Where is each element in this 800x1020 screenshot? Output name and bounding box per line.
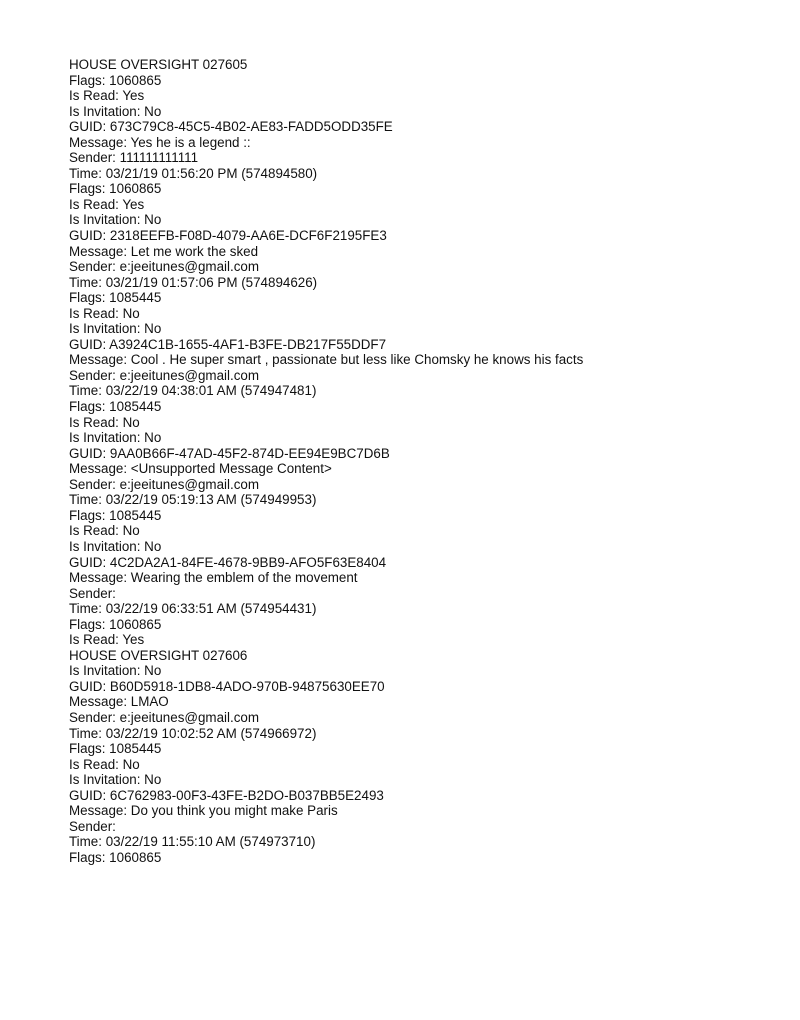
text-line: Is Read: No [69,305,140,321]
text-line: Sender: e:jeeitunes@gmail.com [69,476,259,492]
text-line: Flags: 1085445 [69,399,162,415]
text-line: GUID: A3924C1B-1655-4AF1-B3FE-DB217F55DDF7 [69,336,387,352]
text-line: Is Read: Yes [69,196,145,212]
text-line: Time: 03/21/19 01:56:20 PM (574894580) [69,165,318,181]
text-line: GUID: 6C762983-00F3-43FE-B2DO-B037BB5E2493 [69,787,384,803]
text-line: Message: LMAO [69,694,169,710]
text-line: Sender: e:jeeitunes@gmail.com [69,367,259,383]
text-line: Is Invitation: No [69,663,162,679]
text-line: Flags: 1085445 [69,290,162,306]
text-line: GUID: 2318EEFB-F08D-4079-AA6E-DCF6F2195FE3 [69,228,387,244]
text-line: Flags: 1060865 [69,72,162,88]
text-line: HOUSE OVERSIGHT 027606 [69,647,248,663]
text-line: Is Invitation: No [69,430,162,446]
text-line: Flags: 1060865 [69,849,162,865]
text-line: Time: 03/22/19 06:33:51 AM (574954431) [69,601,317,617]
text-line: Sender: 111111111111 [69,150,199,166]
text-line: Is Read: No [69,523,140,539]
text-line: Message: Cool . He super smart , passionate but less like Chomsky he knows his facts [69,352,584,368]
text-line: Flags: 1085445 [69,507,162,523]
text-line: Time: 03/22/19 05:19:13 AM (574949953) [69,492,317,508]
text-line: Sender: [69,585,116,601]
text-line: Is Read: Yes [69,632,145,648]
text-line: GUID: 4C2DA2A1-84FE-4678-9BB9-AFO5F63E8404 [69,554,387,570]
text-line: Sender: e:jeeitunes@gmail.com [69,709,259,725]
text-line: Flags: 1060865 [69,616,162,632]
text-line: Flags: 1085445 [69,741,162,757]
text-line: Message: Let me work the sked [69,243,259,259]
text-line: Is Invitation: No [69,538,162,554]
text-line: GUID: B60D5918-1DB8-4ADO-970B-94875630EE70 [69,678,385,694]
text-line: Sender: e:jeeitunes@gmail.com [69,259,259,275]
text-line: Message: Wearing the emblem of the movement [69,570,358,586]
text-line: Message: Yes he is a legend :: [69,134,251,150]
text-line: Is Invitation: No [69,212,162,228]
text-line: Time: 03/22/19 11:55:10 AM (574973710) [69,834,316,850]
text-line: Is Read: No [69,414,140,430]
text-line: Time: 03/22/19 10:02:52 AM (574966972) [69,725,317,741]
text-line: Sender: [69,818,116,834]
text-line: Time: 03/21/19 01:57:06 PM (574894626) [69,274,318,290]
text-line: HOUSE OVERSIGHT 027605 [69,57,248,72]
document-body [69,57,769,865]
text-line: Time: 03/22/19 04:38:01 AM (574947481) [69,383,317,399]
text-line: Is Read: Yes [69,88,145,104]
text-line: Is Read: No [69,756,140,772]
text-line: Is Invitation: No [69,321,162,337]
text-line: Flags: 1060865 [69,181,162,197]
text-line: Message: Do you think you might make Paris [69,803,338,819]
text-line: GUID: 673C79C8-45C5-4B02-AE83-FADD5ODD35FE [69,119,393,135]
text-line: Is Invitation: No [69,103,162,119]
text-line: GUID: 9AA0B66F-47AD-45F2-874D-EE94E9BC7D6B [69,445,390,461]
text-line: Message: <Unsupported Message Content> [69,461,332,477]
text-line: Is Invitation: No [69,772,162,788]
